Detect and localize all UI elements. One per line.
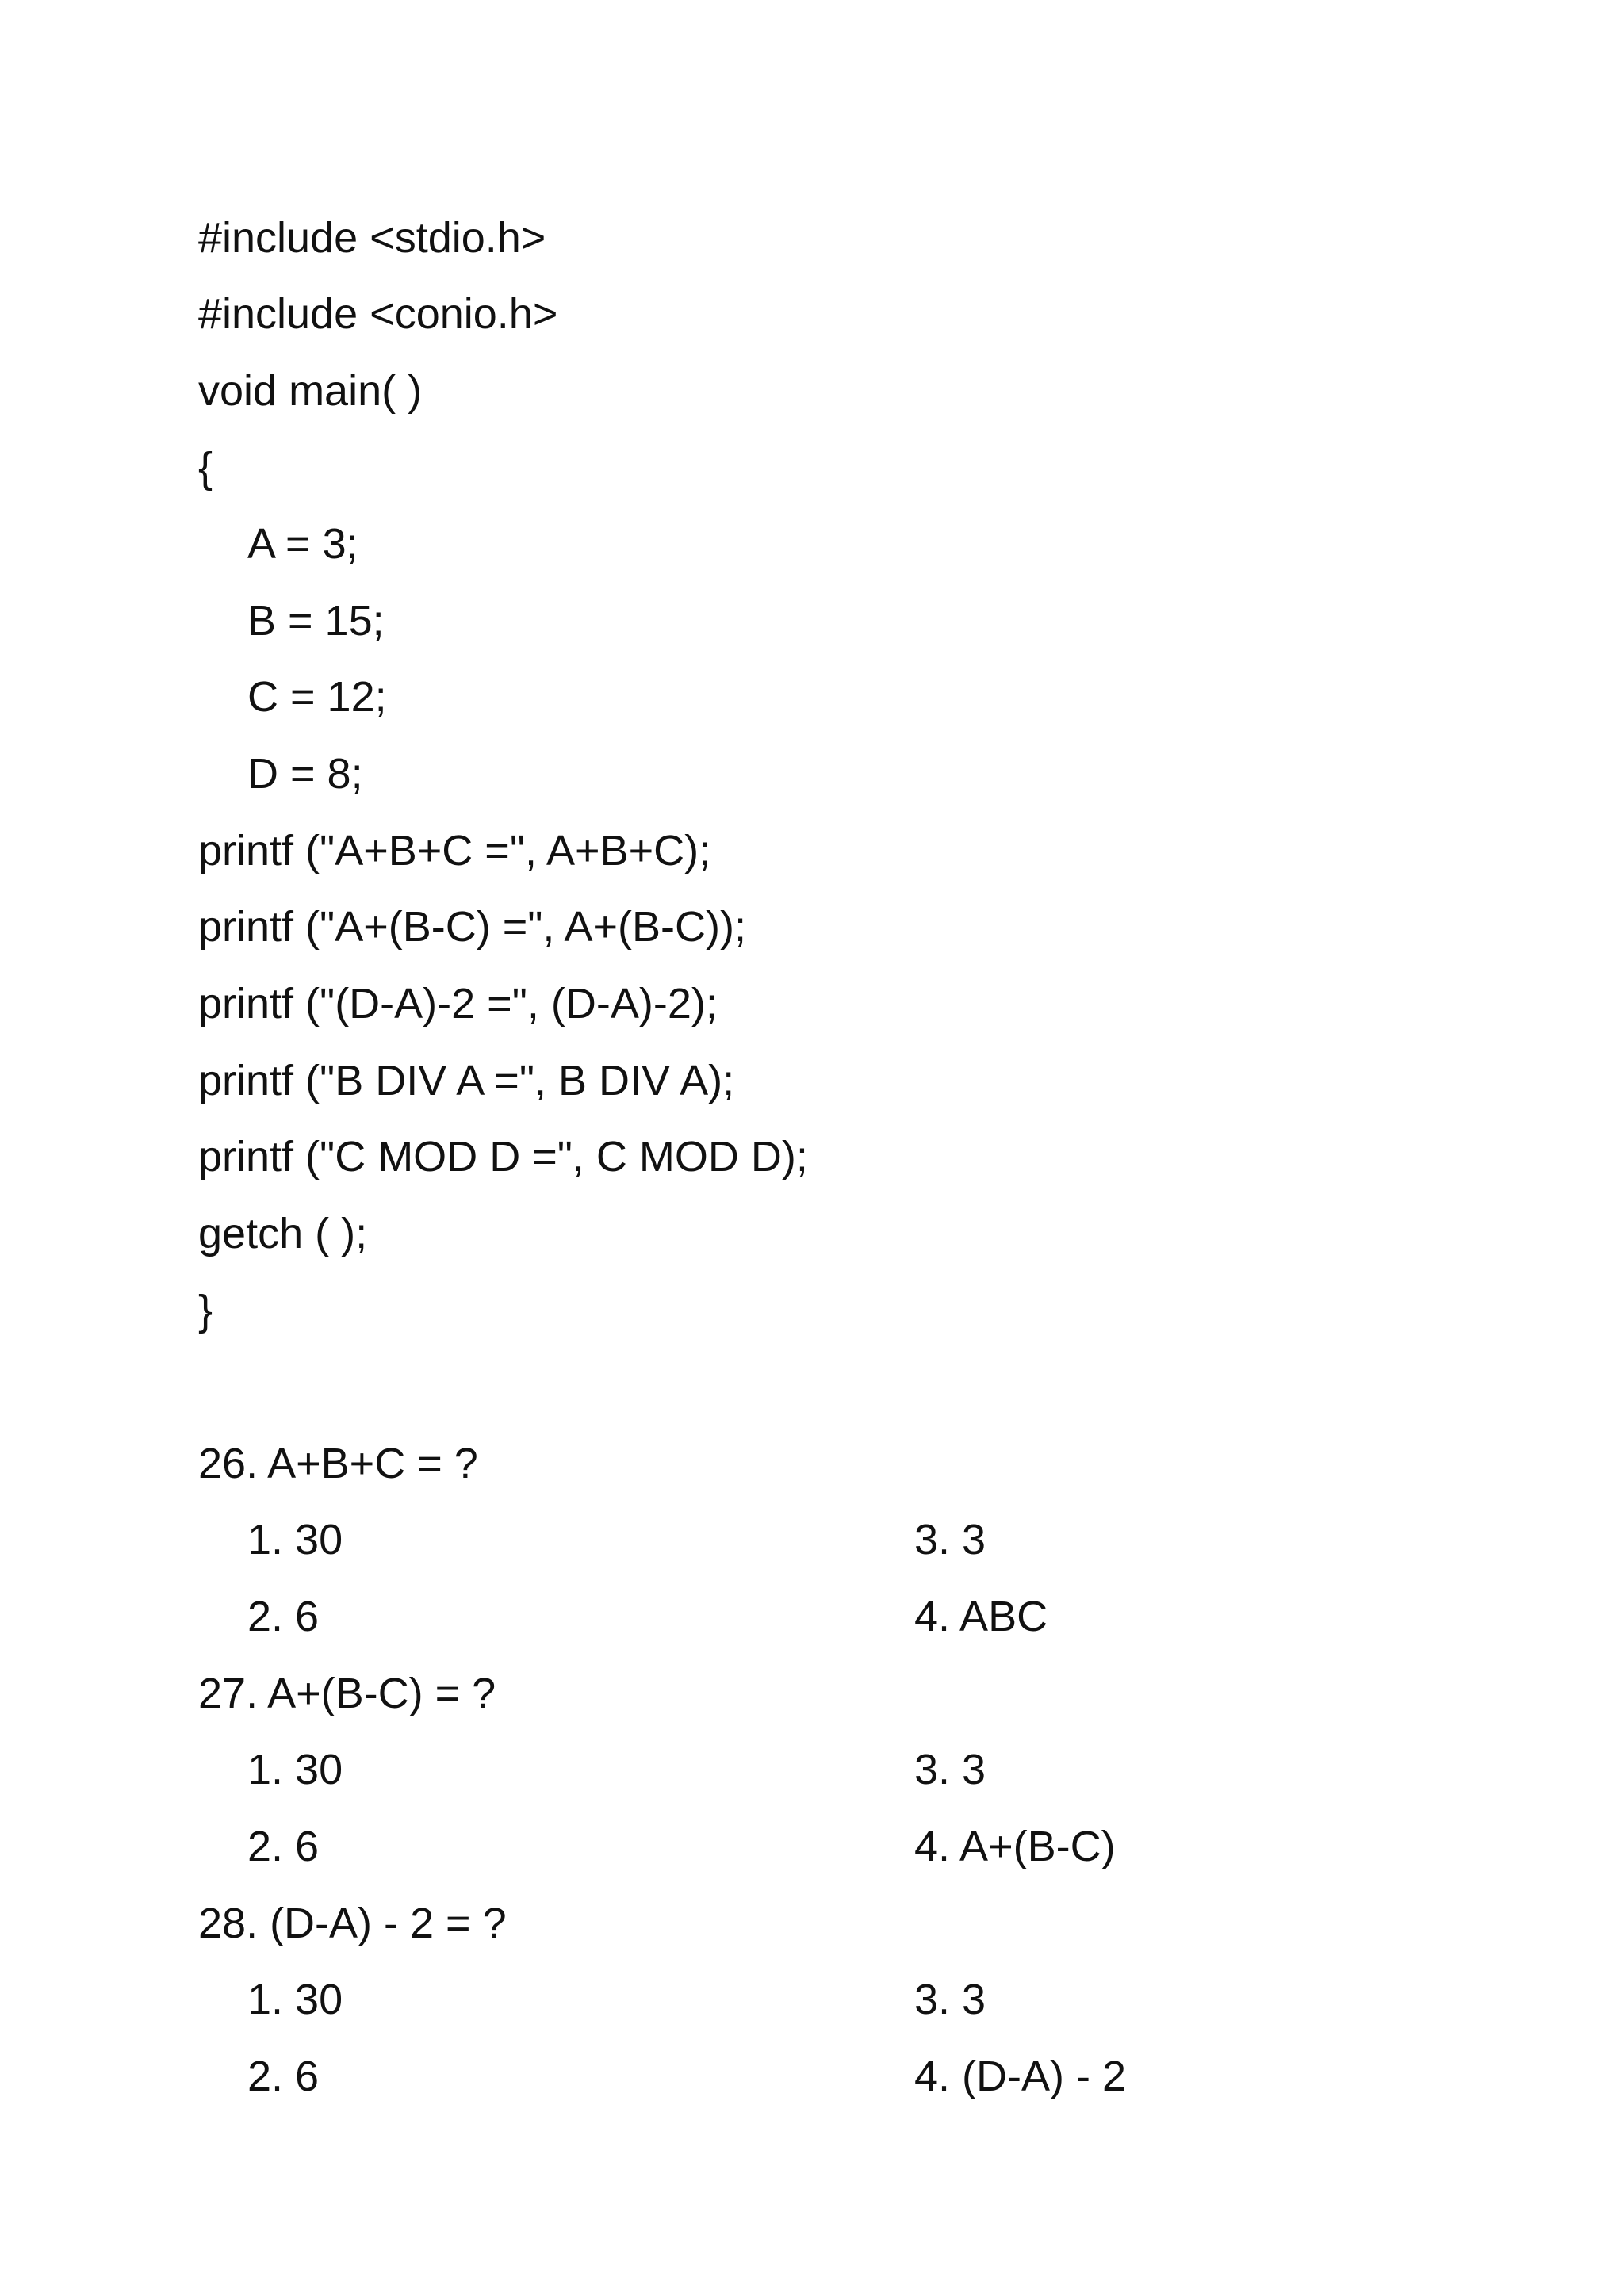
code-line-7: C = 12; [247, 673, 387, 721]
q27-option-3: 3. 3 [914, 1746, 986, 1793]
question-27: 27. A+(B-C) = ? [198, 1670, 496, 1717]
q28-option-2: 2. 6 [247, 2053, 320, 2100]
q26-option-2: 2. 6 [247, 1593, 320, 1640]
q27-option-2: 2. 6 [247, 1823, 320, 1870]
code-line-3: void main( ) [198, 367, 423, 415]
code-line-10: printf ("A+(B-C) =", A+(B-C)); [198, 903, 746, 951]
q26-option-4: 4. ABC [914, 1593, 1048, 1640]
code-line-9: printf ("A+B+C =", A+B+C); [198, 827, 711, 874]
code-line-5: A = 3; [247, 520, 358, 568]
q28-option-4: 4. (D-A) - 2 [914, 2053, 1127, 2100]
q26-option-3: 3. 3 [914, 1516, 986, 1563]
code-line-4: { [198, 444, 213, 492]
q26-option-1: 1. 30 [247, 1516, 343, 1563]
q28-option-1: 1. 30 [247, 1976, 343, 2023]
q28-option-3: 3. 3 [914, 1976, 986, 2023]
code-line-13: printf ("C MOD D =", C MOD D); [198, 1133, 808, 1181]
code-line-2: #include <conio.h> [198, 290, 558, 338]
q27-option-4: 4. A+(B-C) [914, 1823, 1116, 1870]
code-line-12: printf ("B DIV A =", B DIV A); [198, 1057, 735, 1104]
code-line-6: B = 15; [247, 597, 385, 645]
question-28: 28. (D-A) - 2 = ? [198, 1900, 507, 1947]
code-line-14: getch ( ); [198, 1210, 368, 1257]
code-line-15: } [198, 1287, 213, 1334]
q27-option-1: 1. 30 [247, 1746, 343, 1793]
code-line-8: D = 8; [247, 750, 363, 798]
question-26: 26. A+B+C = ? [198, 1440, 478, 1487]
code-line-11: printf ("(D-A)-2 =", (D-A)-2); [198, 980, 718, 1027]
code-line-1: #include <stdio.h> [198, 214, 546, 262]
